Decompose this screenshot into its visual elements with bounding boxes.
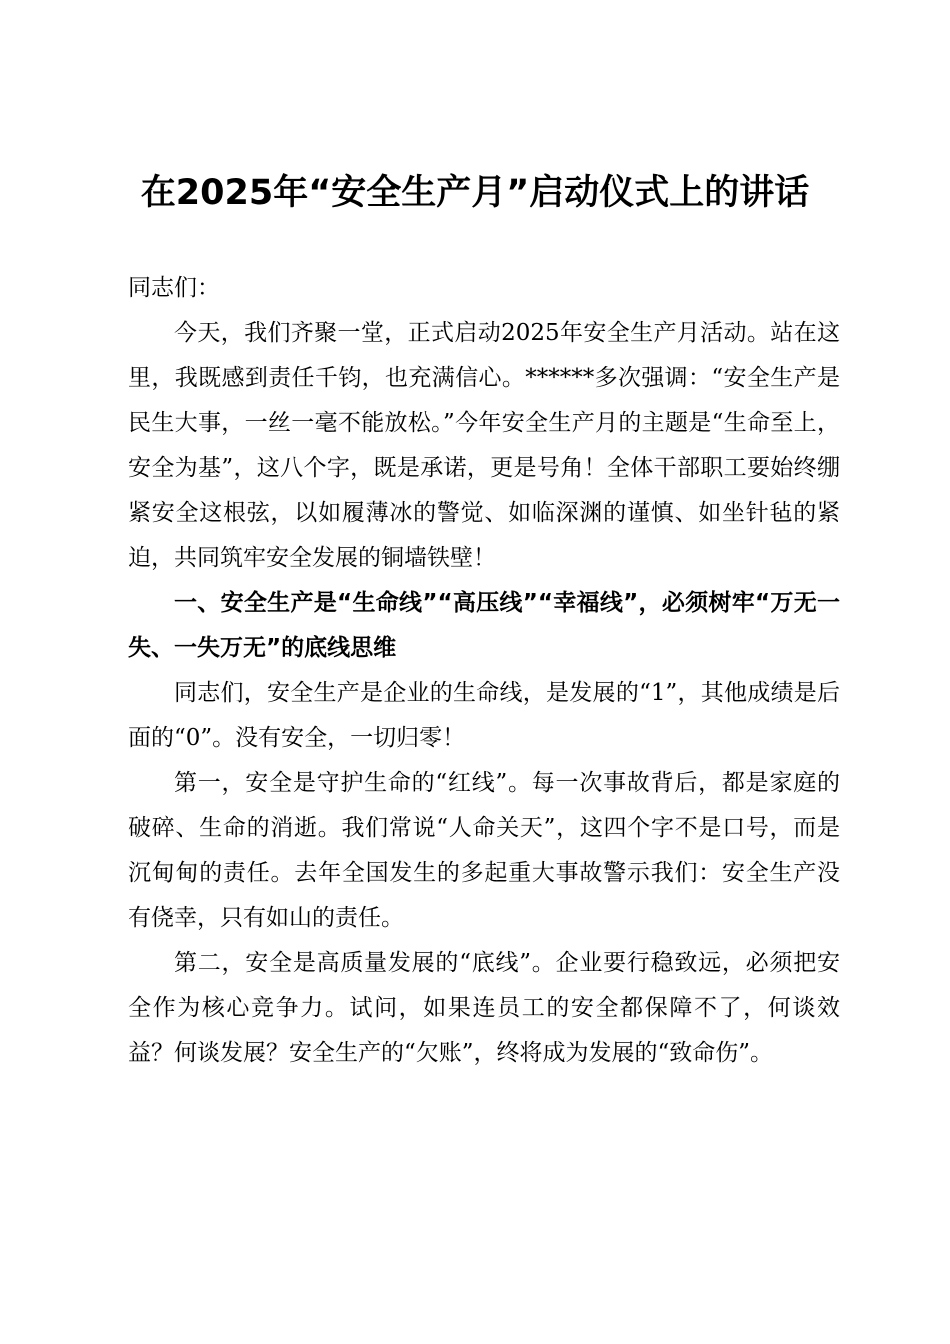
document-body bbox=[128, 266, 840, 1076]
paragraph-first-point: 第一，安全是守护生命的“红线”。每一次事故背后，都是家庭的破碎、生命的消逝。我们常说“人命关天”，这四个字不是口号，而是沉甸甸的责任。去年全国发生的多起重大事故警示我们：安全生产没有侥幸，只有如山的责任。 bbox=[128, 770, 840, 931]
paragraph-opening: 今天，我们齐聚一堂，正式启动2025年安全生产月活动。站在这里，我既感到责任千钧，也充满信心。******多次强调：“安全生产是民生大事，一丝一毫不能放松。”今年安全生产月的主题是“生命至上，安全为基”，这八个字，既是承诺，更是号角！全体干部职工要始终绷紧安全这根弦，以如履薄冰的警觉、如临深渊的谨慎、如坐针毡的紧迫，共同筑牢安全发展的铜墙铁壁！ bbox=[128, 320, 840, 571]
salutation: 同志们： bbox=[128, 275, 220, 301]
paragraph-lifeline: 同志们，安全生产是企业的生命线，是发展的“1”，其他成绩是后面的“0”。没有安全，一切归零！ bbox=[128, 680, 840, 751]
paragraph-second-point: 第二，安全是高质量发展的“底线”。企业要行稳致远，必须把安全作为核心竞争力。试问，如果连员工的安全都保障不了，何谈效益？何谈发展？安全生产的“欠账”，终将成为发展的“致命伤”。 bbox=[128, 950, 840, 1066]
document-title: 在2025年“安全生产月”启动仪式上的讲话 bbox=[140, 173, 810, 213]
section-heading-1: 一、安全生产是“生命线”“高压线”“幸福线”，必须树牢“万无一失、一失万无”的底线思维 bbox=[128, 590, 840, 661]
